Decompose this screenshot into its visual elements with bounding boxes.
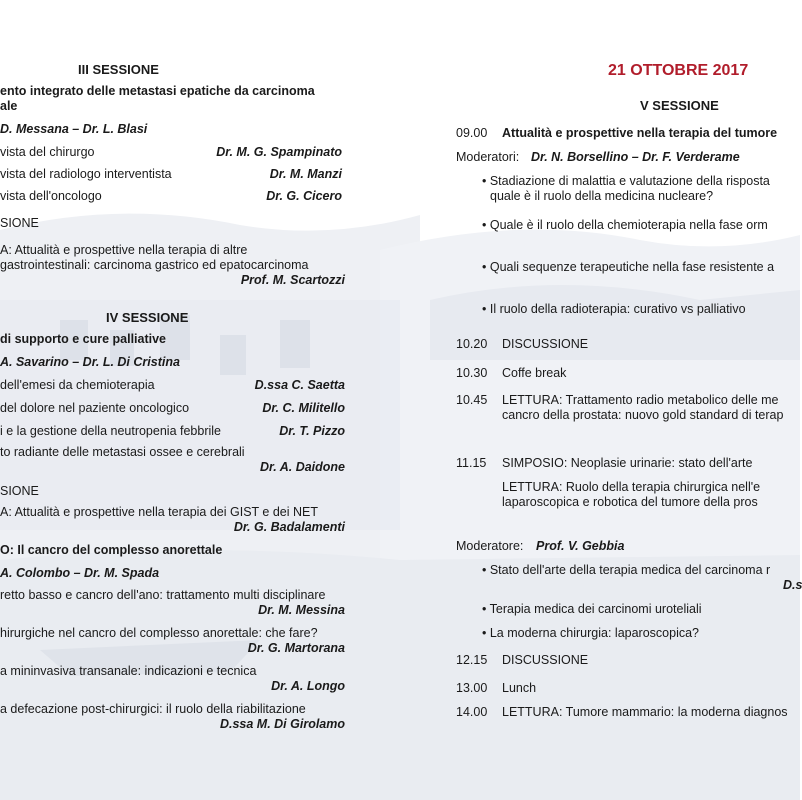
bullet-urinary-1-speaker: D.s <box>783 578 802 592</box>
session-4-lecture-speaker: Dr. G. Badalamenti <box>233 520 345 534</box>
moderators-names: Dr. N. Borsellino – Dr. F. Verderame <box>531 150 740 164</box>
session-4-lecture: A: Attualità e prospettive nella terapia dei GIST e dei NET <box>0 505 318 519</box>
session-4-item-3-speaker: Dr. T. Pizzo <box>279 424 345 438</box>
bullet-item-2: • Quale è il ruolo della chemioterapia nella fase orm <box>482 218 768 232</box>
symposium-urinary: SIMPOSIO: Neoplasie urinarie: stato dell'arte <box>502 456 753 470</box>
symposium-moderators: A. Colombo – Dr. M. Spada <box>0 566 160 580</box>
symposium-item-2: hirurgiche nel cancro del complesso anorettale: che fare? <box>0 626 318 640</box>
session-4-item-2: del dolore nel paziente oncologico <box>0 401 190 415</box>
session-5-title: Attualità e prospettive nella terapia del tumore <box>502 126 778 140</box>
moderator-name: Prof. V. Gebbia <box>536 539 625 553</box>
session-4-item-4-speaker: Dr. A. Daidone <box>260 460 345 474</box>
bullet-item-3: • Quali sequenze terapeutiche nella fase resistente a <box>482 260 775 274</box>
session-3-item-3: vista dell'oncologo <box>0 189 102 203</box>
symposium-item-1-speaker: Dr. M. Messina <box>258 603 345 617</box>
time-1020: 10.20 <box>456 337 488 351</box>
lecture-3: LETTURA: Tumore mammario: la moderna diagnos <box>502 705 788 719</box>
session-4-title: di supporto e cure palliative <box>0 332 167 346</box>
symposium-item-3: a mininvasiva transanale: indicazioni e tecnica <box>0 664 257 678</box>
session-3-title-cont: ale <box>0 99 18 113</box>
lunch: Lunch <box>502 681 537 695</box>
session-3-moderators: D. Messana – Dr. L. Blasi <box>0 122 148 136</box>
time-0900: 09.00 <box>456 126 488 140</box>
session-3-lecture: A: Attualità e prospettive nella terapia di altre <box>0 243 248 257</box>
session-4-item-3: i e la gestione della neutropenia febbrile <box>0 424 221 438</box>
symposium-item-2-speaker: Dr. G. Martorana <box>247 641 345 655</box>
session-3-item-1-speaker: Dr. M. G. Spampinato <box>216 145 342 159</box>
bullet-item-1-cont: quale è il ruolo della medicina nucleare? <box>490 189 714 203</box>
bullet-urinary-2: • Terapia medica dei carcinomi uroteliali <box>482 602 702 616</box>
bullet-item-1: • Stadiazione di malattia e valutazione della risposta <box>482 174 770 188</box>
session-4-item-2-speaker: Dr. C. Militello <box>262 401 345 415</box>
coffee-break: Coffe break <box>502 366 567 380</box>
lecture-2: LETTURA: Ruolo della terapia chirurgica nell'e <box>502 480 761 494</box>
session-4-header: IV SESSIONE <box>106 310 189 325</box>
session-3-item-2-speaker: Dr. M. Manzi <box>269 167 342 181</box>
time-1215: 12.15 <box>456 653 488 667</box>
bullet-urinary-1: • Stato dell'arte della terapia medica del carcinoma r <box>482 563 771 577</box>
symposium-item-4: a defecazione post-chirurgici: il ruolo della riabilitazione <box>0 702 306 716</box>
session-4-moderators: A. Savarino – Dr. L. Di Cristina <box>0 355 180 369</box>
session-3-lecture-cont: gastrointestinali: carcinoma gastrico ed epatocarcinoma <box>0 258 309 272</box>
lecture-2-cont: laparoscopica e robotica del tumore della pros <box>502 495 758 509</box>
session-3-title: ento integrato delle metastasi epatiche da carcinoma <box>0 84 315 98</box>
symposium-item-3-speaker: Dr. A. Longo <box>271 679 345 693</box>
session-4-discussion: SIONE <box>0 484 39 498</box>
session-3-lecture-speaker: Prof. M. Scartozzi <box>240 273 345 287</box>
bullet-urinary-3: • La moderna chirurgia: laparoscopica? <box>482 626 699 640</box>
time-1300: 13.00 <box>456 681 488 695</box>
session-3-item-1: vista del chirurgo <box>0 145 95 159</box>
moderator-label: Moderatore: <box>456 539 524 553</box>
session-3-discussion: SIONE <box>0 216 39 230</box>
symposium-item-1: retto basso e cancro dell'ano: trattamento multi disciplinare <box>0 588 326 602</box>
date-heading: 21 OTTOBRE 2017 <box>608 62 749 79</box>
time-1400: 14.00 <box>456 705 488 719</box>
symposium-title: O: Il cancro del complesso anorettale <box>0 543 223 557</box>
discussion-2: DISCUSSIONE <box>502 653 589 667</box>
time-1115: 11.15 <box>456 456 487 470</box>
lecture-1-cont: cancro della prostata: nuovo gold standard di terap <box>502 408 784 422</box>
bullet-item-4: • Il ruolo della radioterapia: curativo vs palliativo <box>482 302 746 316</box>
session-4-item-4: to radiante delle metastasi ossee e cerebrali <box>0 445 245 459</box>
session-3-item-2: vista del radiologo interventista <box>0 167 172 181</box>
session-4-item-1-speaker: D.ssa C. Saetta <box>254 378 345 392</box>
session-5-header: V SESSIONE <box>640 98 719 113</box>
lecture-1: LETTURA: Trattamento radio metabolico delle me <box>502 393 779 407</box>
symposium-item-4-speaker: D.ssa M. Di Girolamo <box>219 717 345 731</box>
discussion-1: DISCUSSIONE <box>502 337 589 351</box>
session-3-item-3-speaker: Dr. G. Cicero <box>266 189 342 203</box>
time-1045: 10.45 <box>456 393 488 407</box>
moderators-label: Moderatori: <box>456 150 520 164</box>
session-3-header: III SESSIONE <box>78 62 159 77</box>
session-4-item-1: dell'emesi da chemioterapia <box>0 378 155 392</box>
time-1030: 10.30 <box>456 366 488 380</box>
